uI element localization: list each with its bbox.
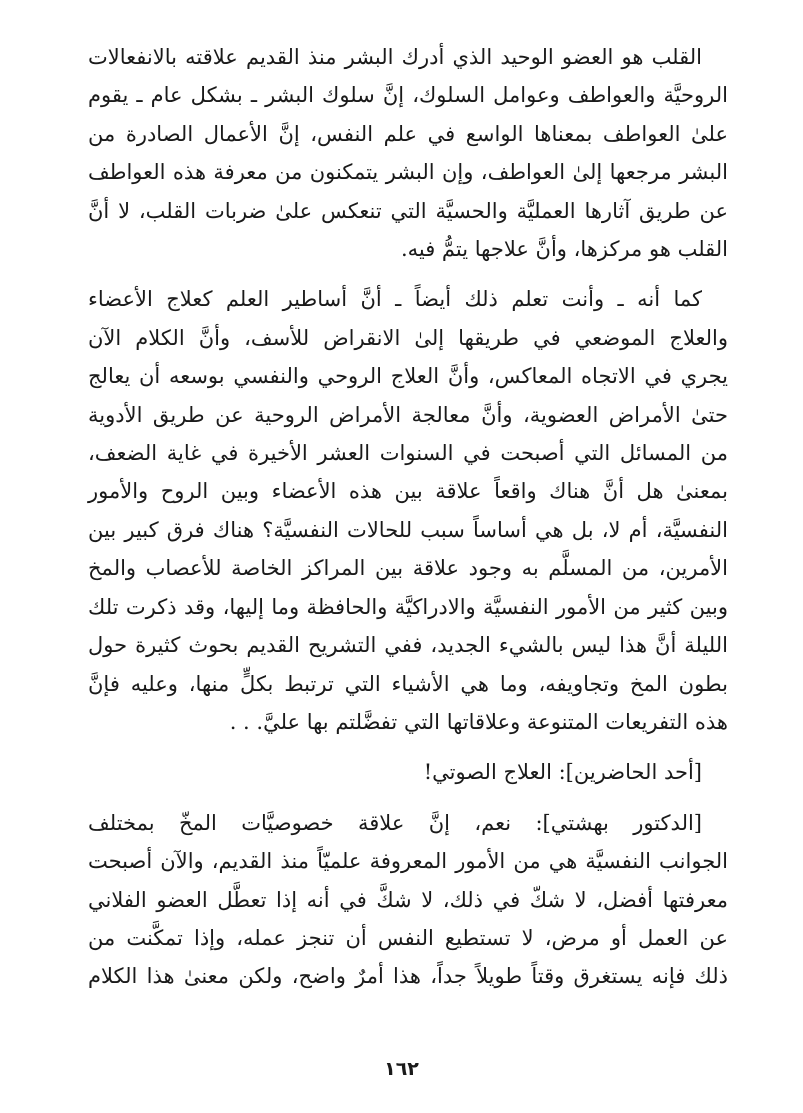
page-body (88, 38, 728, 1008)
text-line: كما أنه ـ وأنت تعلم ذلك أيضاً ـ أنَّ أساطير العلم كعلاج الأعضاء (88, 287, 702, 312)
text-line: بمعنىٰ هل أنَّ هناك واقعاً علاقة بين هذه الأعضاء وبين الروح والأمور (88, 479, 728, 504)
text-line: يجري في الاتجاه المعاكس، وأنَّ العلاج الروحي والنفسي بوسعه أن يعالج (88, 364, 728, 389)
text-line: الروحيَّة والعواطف وعوامل السلوك، إنَّ سلوك البشر ـ بشكل عام ـ يقوم (88, 83, 728, 108)
text-line: معرفتها أفضل، لا شكّ في ذلك، لا شكَّ في أنه إذا تعطَّل العضو الفلاني (88, 887, 728, 912)
text-line: [الدكتور بهشتي]: نعم، إنَّ علاقة خصوصيَّات المخّ بمختلف (88, 810, 702, 835)
text-line: الجوانب النفسيَّة هي من الأمور المعروفة علميّاً منذ القديم، والآن أصبحت (88, 849, 728, 874)
text-line: البشر مرجعها إلىٰ العواطف، وإن البشر يتمكنون من معرفة هذه العواطف (88, 160, 728, 185)
paragraph-2 (88, 280, 728, 741)
text-line: النفسيَّة، أم لا، بل هي أساساً سبب للحالات النفسيَّة؟ هناك فرق كبير بين (88, 517, 728, 542)
text-line: والعلاج الموضعي في طريقها إلىٰ الانقراض للأسف، وأنَّ الكلام الآن (88, 325, 728, 350)
text-line: ذلك فإنه يستغرق وقتاً طويلاً جداً، هذا أمرٌ واضح، ولكن معنىٰ هذا الكلام (88, 964, 728, 989)
text-line: الليلة أنَّ هذا ليس بالشيء الجديد، ففي التشريح القديم بحوث كثيرة حول (88, 633, 728, 658)
text-line: علىٰ العواطف بمعناها الواسع في علم النفس، إنَّ الأعمال الصادرة من (88, 121, 728, 146)
text-line: هذه التفريعات المتنوعة وعلاقاتها التي تفضَّلتم بها عليَّ. . . (229, 709, 728, 734)
text-line: القلب هو العضو الوحيد الذي أدرك البشر منذ القديم علاقته بالانفعالات (88, 45, 702, 69)
text-line: [أحد الحاضرين]: العلاج الصوتي! (423, 760, 702, 785)
paragraph-4 (88, 804, 728, 996)
page-number: ١٦٢ (384, 1058, 419, 1080)
text-line: القلب هو مركزها، وأنَّ علاجها يتمُّ فيه. (400, 237, 728, 262)
text-line: حتىٰ الأمراض العضوية، وأنَّ معالجة الأمراض الروحية عن طريق الأدوية (88, 402, 728, 427)
text-line: من المسائل التي أصبحت في السنوات العشر الأخيرة في غاية الضعف، (88, 441, 728, 466)
text-line: عن العمل أو مرض، لا تستطيع النفس أن تنجز عمله، وإذا تمكَّنت من (88, 925, 728, 950)
paragraph-3 (88, 753, 728, 791)
paragraph-1 (88, 38, 728, 268)
text-line: عن طريق آثارها العمليَّة والحسيَّة التي تنعكس علىٰ ضربات القلب، لا أنَّ (88, 198, 728, 223)
text-line: الأمرين، من المسلَّم به وجود علاقة بين المراكز الخاصة للأعصاب والمخ (88, 556, 728, 581)
text-line: بطون المخ وتجاويفه، وما هي الأشياء التي ترتبط بكلٍّ منها، وعليه فإنَّ (88, 671, 728, 696)
text-line: وبين كثير من الأمور النفسيَّة والادراكيَّة والحافظة وما إليها، وقد ذكرت تلك (88, 594, 728, 619)
